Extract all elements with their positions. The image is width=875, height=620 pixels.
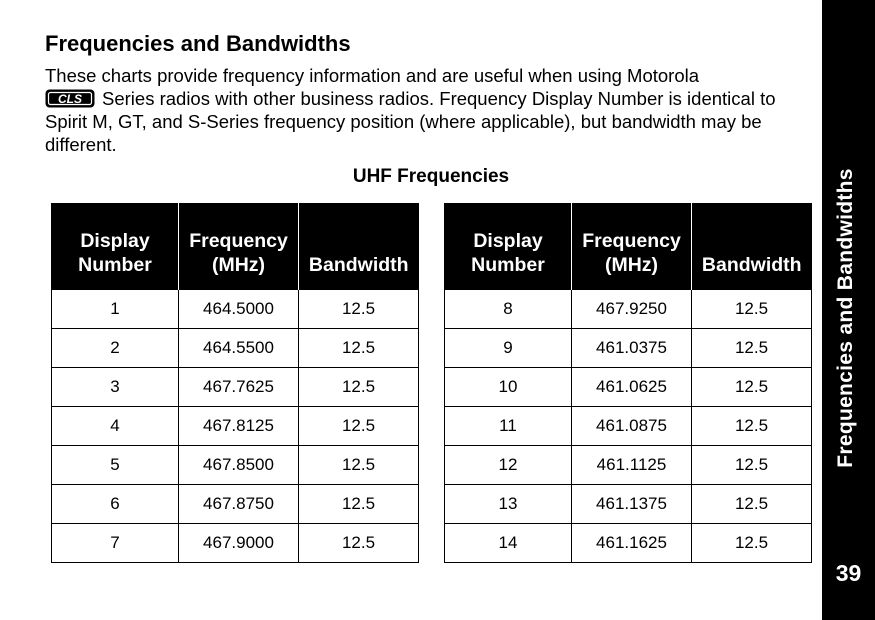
cls-logo-text: CLS	[58, 92, 82, 106]
cell-bandwidth: 12.5	[692, 446, 812, 485]
cell-display: 10	[445, 368, 572, 407]
table-row	[52, 368, 419, 407]
cell-frequency: 467.9250	[572, 290, 692, 329]
page-heading: Frequencies and Bandwidths	[45, 31, 351, 56]
cell-frequency: 467.7625	[179, 368, 299, 407]
cell-display: 9	[445, 329, 572, 368]
header-frequency: Frequency (MHz)	[572, 203, 692, 290]
cell-frequency: 461.1125	[572, 446, 692, 485]
cell-frequency: 461.0375	[572, 329, 692, 368]
cell-frequency: 464.5500	[179, 329, 299, 368]
cell-bandwidth: 12.5	[692, 524, 812, 563]
intro-text-end: Series radios with other business radios. Frequency Display Number is identical to Spirit M, GT, and S-Series frequency position (where applicable), but bandwidth may be different.	[45, 88, 776, 155]
table-row	[445, 485, 812, 524]
cell-display: 7	[52, 524, 179, 563]
cell-display: 13	[445, 485, 572, 524]
intro-paragraph	[45, 64, 805, 156]
table-row	[445, 407, 812, 446]
cls-logo-graphic	[45, 89, 95, 108]
frequency-table-left	[51, 203, 419, 563]
header-display-number: Display Number	[445, 203, 572, 290]
header-frequency: Frequency (MHz)	[179, 203, 299, 290]
cell-display: 4	[52, 407, 179, 446]
cell-bandwidth: 12.5	[299, 446, 419, 485]
header-bandwidth: Bandwidth	[692, 203, 812, 290]
page-number: 39	[835, 560, 862, 586]
cell-display: 5	[52, 446, 179, 485]
cell-frequency: 467.8500	[179, 446, 299, 485]
cell-bandwidth: 12.5	[692, 407, 812, 446]
cell-frequency: 467.8125	[179, 407, 299, 446]
table-row	[52, 485, 419, 524]
cell-display: 2	[52, 329, 179, 368]
header-bandwidth: Bandwidth	[299, 203, 419, 290]
cell-display: 1	[52, 290, 179, 329]
cell-bandwidth: 12.5	[299, 368, 419, 407]
sidebar-chapter-title: Frequencies and Bandwidths	[834, 168, 857, 468]
cell-bandwidth: 12.5	[692, 485, 812, 524]
table-row	[52, 524, 419, 563]
cell-frequency: 461.1375	[572, 485, 692, 524]
table-row	[445, 290, 812, 329]
cell-display: 8	[445, 290, 572, 329]
cell-bandwidth: 12.5	[299, 407, 419, 446]
intro-text-start: These charts provide frequency information and are useful when using Motorola	[45, 65, 700, 86]
cell-bandwidth: 12.5	[692, 329, 812, 368]
table-row	[445, 368, 812, 407]
cell-bandwidth: 12.5	[299, 485, 419, 524]
header-display-number: Display Number	[52, 203, 179, 290]
cell-frequency: 461.0875	[572, 407, 692, 446]
table-row	[52, 446, 419, 485]
cell-frequency: 467.8750	[179, 485, 299, 524]
table-header-row	[52, 203, 419, 290]
cell-display: 12	[445, 446, 572, 485]
table-row	[52, 290, 419, 329]
cell-bandwidth: 12.5	[299, 290, 419, 329]
table-header-row	[445, 203, 812, 290]
cell-frequency: 461.0625	[572, 368, 692, 407]
cell-frequency: 467.9000	[179, 524, 299, 563]
cell-display: 11	[445, 407, 572, 446]
cell-bandwidth: 12.5	[692, 290, 812, 329]
table-row	[445, 329, 812, 368]
cell-frequency: 461.1625	[572, 524, 692, 563]
table-row	[52, 407, 419, 446]
cls-logo	[45, 89, 95, 108]
table-row	[52, 329, 419, 368]
frequency-table-right	[444, 203, 812, 563]
cell-display: 6	[52, 485, 179, 524]
cell-frequency: 464.5000	[179, 290, 299, 329]
cell-bandwidth: 12.5	[299, 329, 419, 368]
cell-bandwidth: 12.5	[692, 368, 812, 407]
table-row	[445, 524, 812, 563]
cell-display: 14	[445, 524, 572, 563]
cell-display: 3	[52, 368, 179, 407]
cell-bandwidth: 12.5	[299, 524, 419, 563]
table-row	[445, 446, 812, 485]
table-caption: UHF Frequencies	[352, 166, 510, 187]
